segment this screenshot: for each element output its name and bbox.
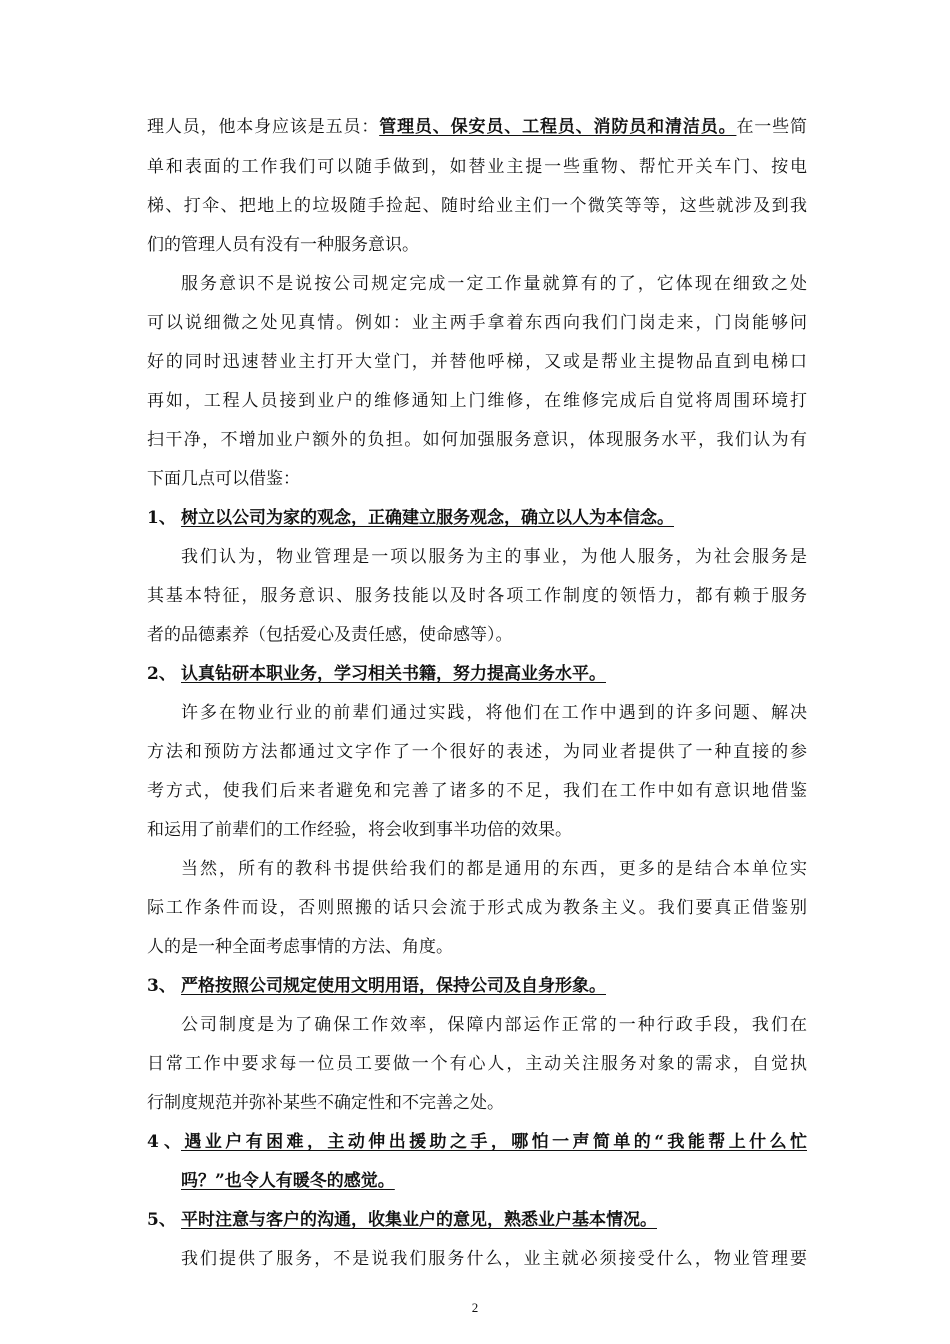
heading-text: 吗？”也令人有暖冬的感觉。 [181,1171,395,1191]
heading-number: 1、 [147,508,176,528]
paragraph-line: 其基本特征，服务意识、服务技能以及时各项工作制度的领悟力，都有赖于服务 [147,586,807,606]
section-heading-5 [147,1210,807,1230]
heading-text: 认真钻研本职业务，学习相关书籍，努力提高业务水平。 [181,664,606,684]
paragraph-line: 际工作条件而设，否则照搬的话只会流于形式成为教条主义。我们要真正借鉴别 [147,898,807,918]
paragraph-line: 日常工作中要求每一位员工要做一个有心人，主动关注服务对象的需求，自觉执 [147,1054,807,1074]
section-heading-4-continued [181,1171,807,1191]
paragraph-line: 我们认为，物业管理是一项以服务为主的事业，为他人服务，为社会服务是 [181,547,807,567]
paragraph-line: 再如，工程人员接到业户的维修通知上门维修，在维修完成后自觉将周围环境打 [147,391,807,411]
page-number: 2 [471,1300,479,1315]
paragraph-line: 可以说细微之处见真情。例如：业主两手拿着东西向我们门岗走来，门岗能够问 [147,313,807,333]
heading-text: 遇业户有困难，主动伸出援助之手，哪怕一声简单的“我能帮上什么忙 [181,1132,807,1152]
paragraph-line: 行制度规范并弥补某些不确定性和不完善之处。 [147,1093,504,1113]
paragraph-line: 人的是一种全面考虑事情的方法、角度。 [147,937,453,957]
paragraph-line: 扫干净，不增加业户额外的负担。如何加强服务意识，体现服务水平，我们认为有 [147,430,807,450]
section-heading-2 [147,664,807,684]
heading-text: 严格按照公司规定使用文明用语，保持公司及自身形象。 [181,976,606,996]
paragraph-line: 方法和预防方法都通过文字作了一个很好的表述，为同业者提供了一种直接的参 [147,742,807,762]
heading-number: 3、 [147,976,176,996]
text-run: 在一些简 [736,117,807,137]
paragraph-line: 下面几点可以借鉴： [147,469,300,489]
section-heading-3 [147,976,807,996]
heading-text: 树立以公司为家的观念，正确建立服务观念，确立以人为本信念。 [181,508,674,528]
heading-number: 4、 [147,1132,181,1152]
paragraph-line: 单和表面的工作我们可以随手做到，如替业主提一些重物、帮忙开关车门、按电 [147,157,807,177]
paragraph-line: 好的同时迅速替业主打开大堂门，并替他呼梯，又或是帮业主提物品直到电梯口 [147,352,807,372]
heading-number: 2、 [147,664,176,684]
paragraph-line: 许多在物业行业的前辈们通过实践，将他们在工作中遇到的许多问题、解决 [181,703,807,723]
paragraph-line: 我们提供了服务，不是说我们服务什么，业主就必须接受什么，物业管理要 [181,1249,807,1269]
paragraph-line: 梯、打伞、把地上的垃圾随手捡起、随时给业主们一个微笑等等，这些就涉及到我 [147,196,807,216]
heading-text: 平时注意与客户的沟通，收集业户的意见，熟悉业户基本情况。 [181,1210,657,1230]
paragraph-line: 者的品德素养（包括爱心及责任感，使命感等）。 [147,625,513,645]
bold-underlined-text: 管理员、保安员、工程员、消防员和清洁员。 [379,117,737,137]
paragraph-line: 考方式，使我们后来者避免和完善了诸多的不足，我们在工作中如有意识地借鉴 [147,781,807,801]
text-run: 理人员，他本身应该是五员： [147,117,380,137]
section-heading-1 [147,508,807,528]
section-heading-4 [147,1132,807,1152]
paragraph-line [147,117,807,137]
paragraph-line: 服务意识不是说按公司规定完成一定工作量就算有的了，它体现在细致之处 [181,274,807,294]
heading-number: 5、 [147,1210,176,1230]
paragraph-line: 公司制度是为了确保工作效率，保障内部运作正常的一种行政手段，我们在 [181,1015,807,1035]
paragraph-line: 们的管理人员有没有一种服务意识。 [147,235,419,255]
paragraph-line: 和运用了前辈们的工作经验，将会收到事半功倍的效果。 [147,820,572,840]
paragraph-line: 当然，所有的教科书提供给我们的都是通用的东西，更多的是结合本单位实 [181,859,807,879]
